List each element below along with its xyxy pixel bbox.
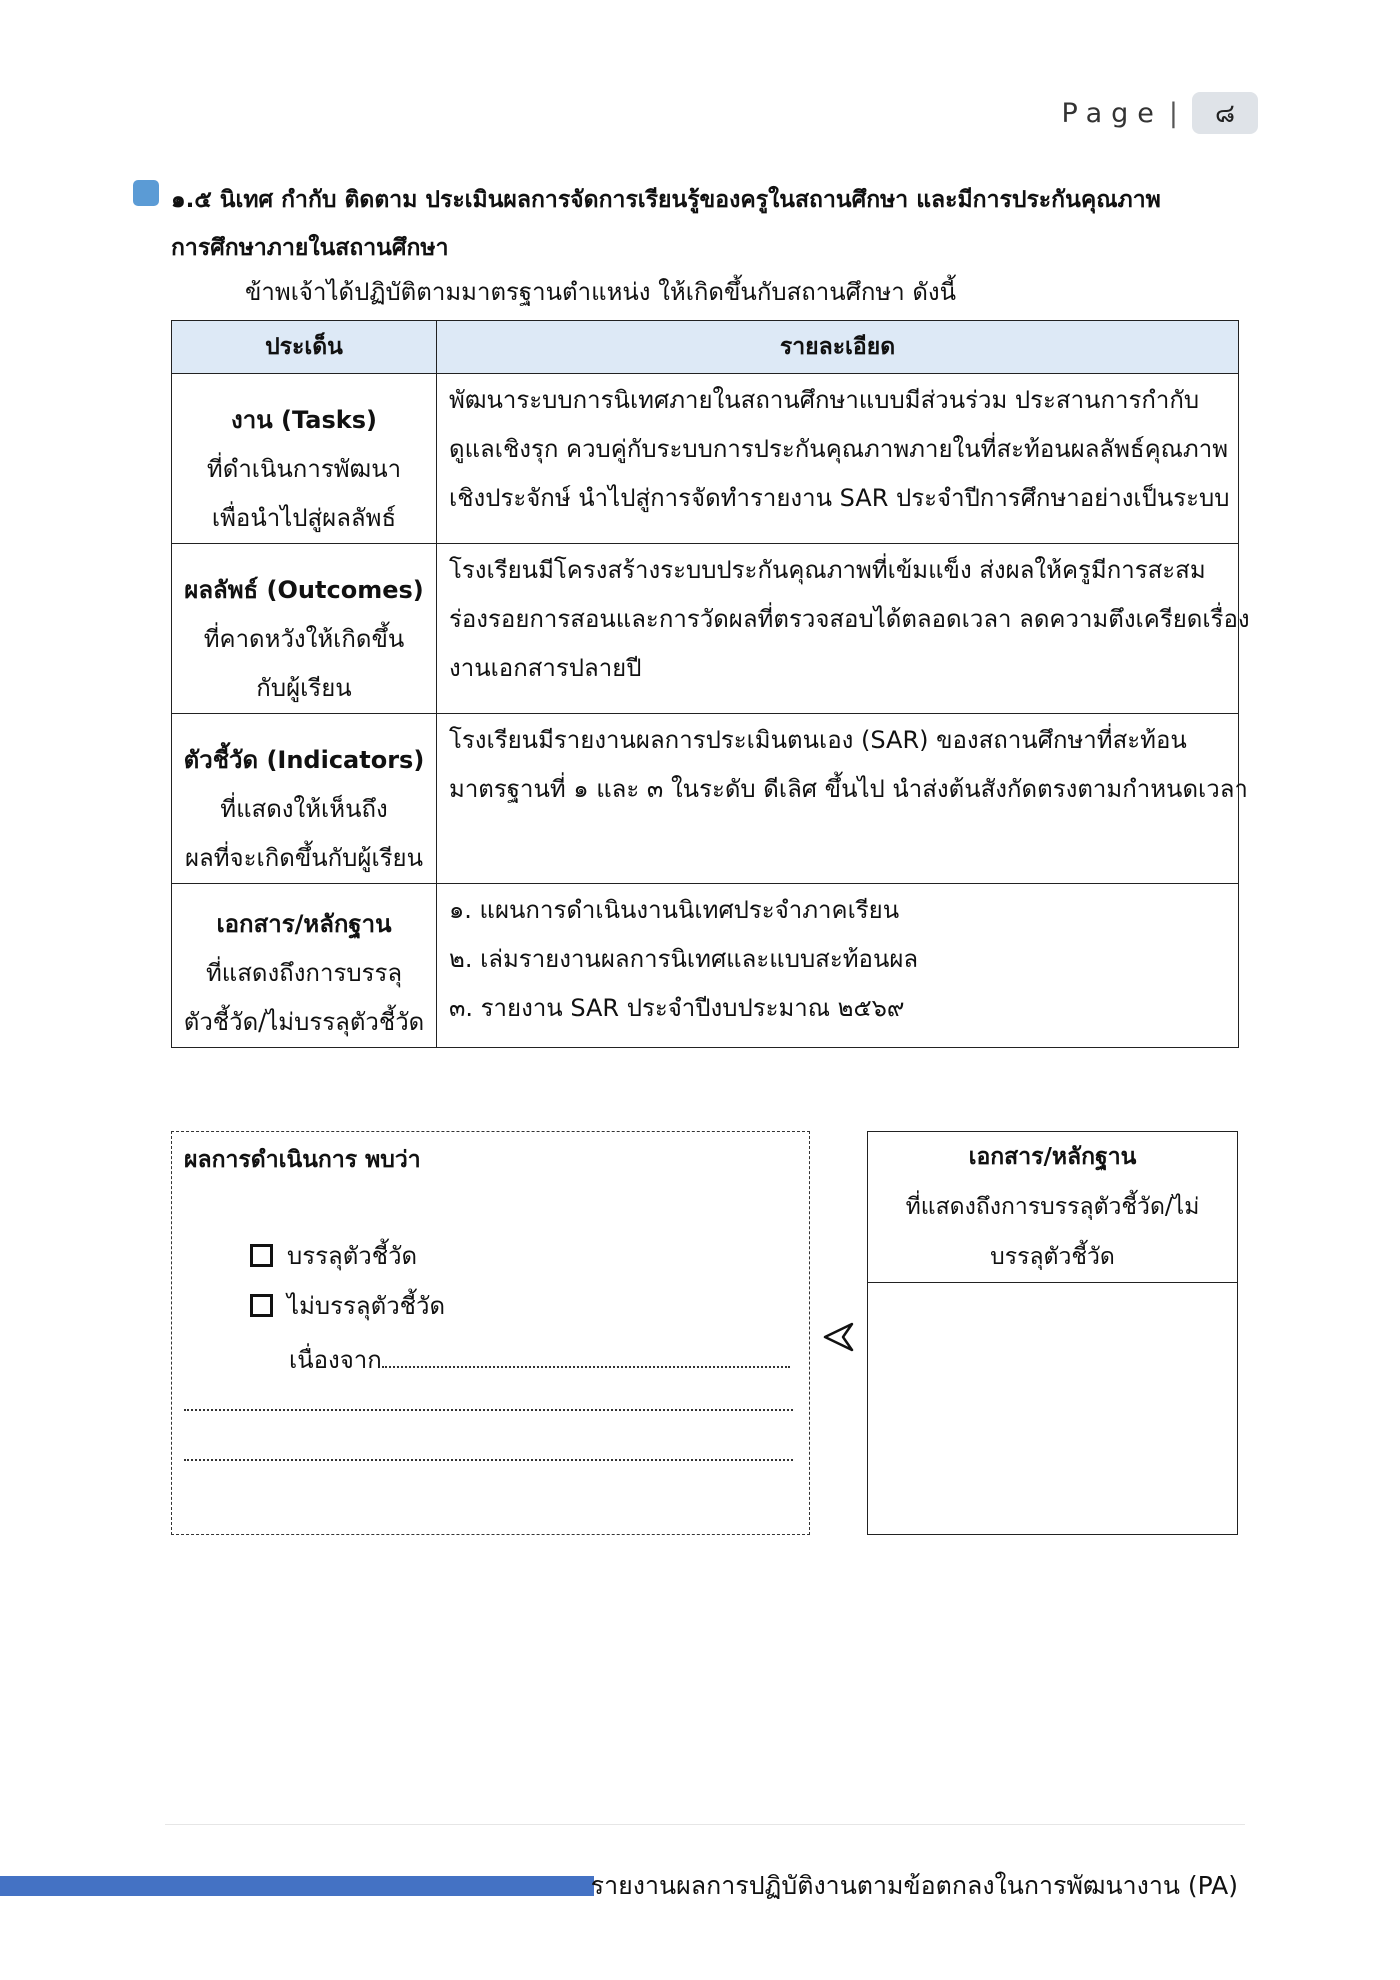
evidence-desc-line: ที่แสดงถึงการบรรลุตัวชี้วัด/ไม่ [905, 1194, 1200, 1220]
detail-line: ๒. เล่มรายงานผลการนิเทศและแบบสะท้อนผล [449, 945, 919, 973]
topic-cell [172, 714, 437, 884]
topic-cell [172, 544, 437, 714]
intro-text: ข้าพเจ้าได้ปฏิบัติตามมาตรฐานตำแหน่ง ให้เกิดขึ้นกับสถานศึกษา ดังนี้ [245, 278, 957, 306]
because-label: เนื่องจาก [289, 1346, 382, 1374]
fill-line[interactable] [184, 1459, 793, 1461]
topic-line: กับผู้เรียน [256, 674, 352, 702]
heading-line-1: ๑.๕ นิเทศ กำกับ ติดตาม ประเมินผลการจัดการเรียนรู้ของครูในสถานศึกษา และมีการประกันคุณภาพ [171, 187, 1161, 213]
bullet-square-icon [133, 180, 159, 206]
page-separator: | [1168, 97, 1178, 129]
standards-table [171, 320, 1250, 1048]
evidence-desc-line: บรรลุตัวชี้วัด [990, 1244, 1115, 1270]
topic-line: ที่คาดหวังให้เกิดขึ้น [203, 625, 405, 653]
detail-cell [437, 714, 1248, 884]
table-row-tasks [172, 374, 1239, 544]
footer-divider [165, 1824, 1245, 1825]
header-topic: ประเด็น [172, 321, 437, 374]
detail-line: ดูแลเชิงรุก ควบคู่กับระบบการประกันคุณภาพภายในที่สะท้อนผลลัพธ์คุณภาพ [449, 435, 1229, 463]
topic-line: ผลที่จะเกิดขึ้นกับผู้เรียน [184, 844, 424, 872]
topic-title: ผลลัพธ์ (Outcomes) [184, 576, 424, 604]
detail-line: มาตรฐานที่ ๑ และ ๓ ในระดับ ดีเลิศ ขึ้นไป นำส่งต้นสังกัดตรงตามกำหนดเวลา [449, 775, 1248, 803]
topic-cell [172, 374, 437, 544]
topic-title: งาน (Tasks) [231, 406, 377, 434]
not-achieved-checkbox[interactable] [250, 1294, 273, 1317]
table-header-row [172, 321, 1239, 374]
fill-line[interactable] [184, 1409, 793, 1411]
detail-line: โรงเรียนมีโครงสร้างระบบประกันคุณภาพที่เข้มแข็ง ส่งผลให้ครูมีการสะสม [449, 556, 1206, 584]
option-achieved[interactable] [250, 1236, 417, 1275]
achieved-label: บรรลุตัวชี้วัด [287, 1242, 418, 1270]
page-label: Page [1061, 97, 1163, 129]
evidence-header [868, 1132, 1237, 1283]
footer-accent-bar [0, 1876, 594, 1896]
detail-cell [437, 374, 1239, 544]
detail-cell [437, 884, 1239, 1048]
page-header [1062, 92, 1258, 134]
header-detail: รายละเอียด [437, 321, 1239, 374]
because-fill-line[interactable] [382, 1366, 790, 1368]
topic-cell [172, 884, 437, 1048]
result-box [171, 1131, 810, 1535]
section-heading [133, 176, 1223, 272]
evidence-title: เอกสาร/หลักฐาน [968, 1144, 1137, 1170]
detail-line: ร่องรอยการสอนและการวัดผลที่ตรวจสอบได้ตลอดเวลา ลดความตึงเครียดเรื่อง [449, 605, 1250, 633]
evidence-content-area[interactable] [868, 1283, 1237, 1533]
detail-line: งานเอกสารปลายปี [449, 654, 642, 682]
page-number: ๘ [1192, 92, 1258, 134]
detail-line: โรงเรียนมีรายงานผลการประเมินตนเอง (SAR) ของสถานศึกษาที่สะท้อน [449, 726, 1187, 754]
arrow-left-icon [822, 1320, 856, 1354]
heading-line-2: การศึกษาภายในสถานศึกษา [171, 235, 449, 261]
topic-title: เอกสาร/หลักฐาน [216, 910, 392, 938]
detail-line: เชิงประจักษ์ นำไปสู่การจัดทำรายงาน SAR ประจำปีการศึกษาอย่างเป็นระบบ [449, 484, 1230, 512]
because-row [289, 1340, 790, 1379]
topic-title: ตัวชี้วัด (Indicators) [183, 746, 425, 774]
footer-text: รายงานผลการปฏิบัติงานตามข้อตกลงในการพัฒนางาน (PA) [590, 1871, 1238, 1900]
table-row-outcomes [172, 544, 1239, 714]
achieved-checkbox[interactable] [250, 1244, 273, 1267]
topic-line: ตัวชี้วัด/ไม่บรรลุตัวชี้วัด [183, 1008, 425, 1036]
detail-line: ๑. แผนการดำเนินงานนิเทศประจำภาคเรียน [449, 896, 900, 924]
topic-line: เพื่อนำไปสู่ผลลัพธ์ [211, 504, 397, 532]
table-row-indicators [172, 714, 1239, 884]
table-row-evidence [172, 884, 1239, 1048]
detail-cell [437, 544, 1250, 714]
topic-line: ที่แสดงให้เห็นถึง [220, 795, 388, 823]
evidence-box [867, 1131, 1238, 1535]
not-achieved-label: ไม่บรรลุตัวชี้วัด [287, 1292, 446, 1320]
topic-line: ที่แสดงถึงการบรรลุ [205, 959, 403, 987]
topic-line: ที่ดำเนินการพัฒนา [206, 455, 402, 483]
option-not-achieved[interactable] [250, 1286, 445, 1325]
result-title: ผลการดำเนินการ พบว่า [184, 1147, 421, 1173]
detail-line: พัฒนาระบบการนิเทศภายในสถานศึกษาแบบมีส่วนร่วม ประสานการกำกับ [449, 386, 1200, 414]
detail-line: ๓. รายงาน SAR ประจำปีงบประมาณ ๒๕๖๙ [449, 994, 905, 1022]
